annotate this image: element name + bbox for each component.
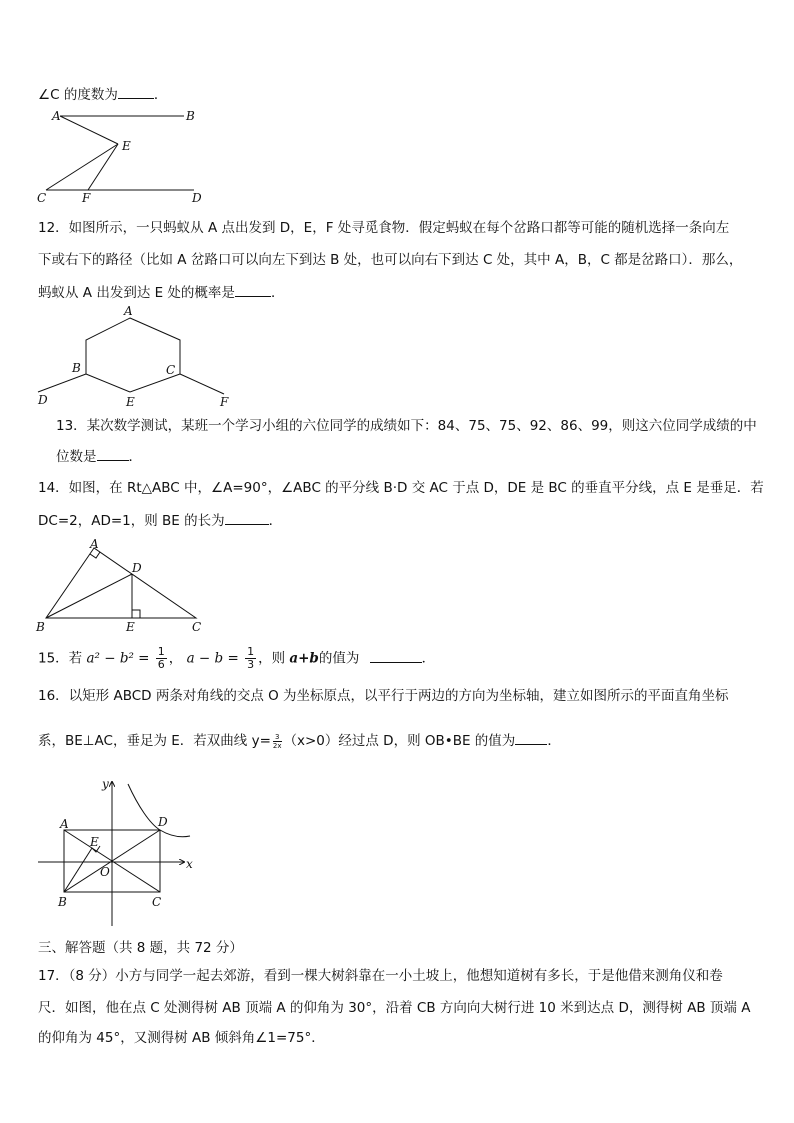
- label-a: A: [124, 306, 133, 318]
- q17-line-1: 17．（8 分）小方与同学一起去郊游，看到一棵大树斜靠在一小土坡上，他想知道树有多长，于是他借来测角仪和卷: [38, 968, 723, 984]
- label-c: C: [192, 620, 202, 634]
- line-be: [64, 848, 92, 892]
- q13-text: 位数是: [56, 449, 97, 465]
- q11-line: [38, 84, 167, 105]
- label-c: C: [166, 363, 176, 377]
- label-b: B: [58, 895, 67, 909]
- label-d: D: [38, 393, 48, 407]
- label-c: C: [152, 895, 162, 909]
- label-x: x: [186, 857, 193, 871]
- label-c: C: [37, 191, 47, 205]
- right-angle-a: [90, 552, 100, 558]
- q16-line-1: 16．以矩形 ABCD 两条对角线的交点 O 为坐标原点，以平行于两边的方向为坐标轴，建立如图所示的平面直角坐标: [38, 688, 729, 704]
- right-angle-e: [132, 610, 140, 618]
- expr-a2-b2: a² − b² =: [86, 650, 150, 667]
- period: ．: [547, 733, 561, 749]
- period: ．: [421, 650, 436, 667]
- figure-q16: [34, 776, 204, 930]
- label-f: F: [82, 191, 91, 205]
- expr-a-plus-b: a+b: [289, 650, 319, 667]
- figure-q11: [34, 106, 206, 208]
- q12-line-3: [38, 282, 284, 303]
- q14-line-1: 14．如图，在 Rt△ABC 中，∠A=90°，∠ABC 的平分线 B·D 交 AC 于点 D，DE 是 BC 的垂直平分线，点 E 是垂足．若: [38, 480, 764, 496]
- answer-blank: [370, 648, 422, 663]
- hexagon: [86, 318, 180, 392]
- q14-text: DC=2，AD=1，则 BE 的长为: [38, 513, 225, 529]
- triangle-abc: [46, 548, 196, 618]
- label-a: A: [52, 109, 61, 123]
- label-y: y: [102, 777, 109, 791]
- label-a: A: [60, 817, 69, 831]
- line-ae: [60, 116, 118, 144]
- label-b: B: [72, 361, 81, 375]
- q13-line-2: [56, 446, 142, 467]
- q17-line-3: 的仰角为 45°，又测得树 AB 倾斜角∠1=75°．: [38, 1030, 325, 1046]
- label-d: D: [132, 561, 142, 575]
- period: ．: [128, 449, 142, 465]
- line-bd: [46, 574, 132, 618]
- label-o: O: [100, 865, 110, 879]
- line-bd: [38, 374, 86, 392]
- q12-line-1: 12．如图所示，一只蚂蚁从 A 点出发到 D，E，F 处寻觅食物．假定蚂蚁在每个岔路口都等可能的随机选择一条向左: [38, 220, 730, 236]
- label-d: D: [192, 191, 202, 205]
- label-f: F: [220, 395, 229, 409]
- fraction-one-third: $\frac{1}{3}$: [247, 645, 255, 671]
- q13-line-1: 13．某次数学测试，某班一个学习小组的六位同学的成绩如下：84、75、75、92、86、99，则这六位同学成绩的中: [56, 418, 757, 434]
- answer-blank: [225, 510, 269, 525]
- q16-text-2: （x>0）经过点 D，则 OB•BE 的值为: [283, 733, 516, 749]
- period: ．: [268, 513, 283, 529]
- q16-line-2: [38, 730, 561, 751]
- answer-blank: [235, 282, 271, 297]
- line-ef: [88, 144, 118, 190]
- label-d: D: [158, 815, 168, 829]
- q16-text: 系，BE⊥AC，垂足为 E．若双曲线 y=: [38, 733, 271, 749]
- label-e: E: [126, 395, 135, 409]
- label-e: E: [126, 620, 135, 634]
- label-a: A: [90, 538, 99, 551]
- period: ．: [270, 285, 285, 301]
- answer-blank: [118, 84, 154, 99]
- q12-line-2: 下或右下的路径（比如 A 岔路口可以向左下到达 B 处，也可以向右下到达 C 处，其中 A，B，C 都是岔路口）．那么，: [38, 252, 743, 268]
- fraction-3-over-2x: $\frac{3}{2x}$: [272, 732, 282, 750]
- q11-text: ∠C 的度数为: [38, 87, 118, 103]
- label-b: B: [36, 620, 45, 634]
- answer-blank: [97, 446, 129, 461]
- line-cf: [180, 374, 224, 394]
- figure-q14: [34, 538, 206, 634]
- expr-a-minus-b: a − b =: [186, 650, 239, 667]
- fraction-one-sixth: $\frac{1}{6}$: [157, 645, 165, 671]
- q14-line-2: [38, 510, 282, 531]
- section-heading: 三、解答题（共 8 题，共 72 分）: [38, 940, 243, 956]
- label-e: E: [90, 835, 99, 849]
- label-e: E: [122, 139, 131, 153]
- line-ec: [46, 144, 118, 190]
- figure-q12: [34, 306, 234, 410]
- q15-line: 15．若 a² − b² = $\frac{1}{6}$ ， a − b = $\frac{1}{3}$ ，则 a+b的值为 ．: [38, 645, 436, 671]
- label-b: B: [186, 109, 195, 123]
- period: ．: [153, 87, 168, 103]
- q12-text: 蚂蚁从 A 出发到达 E 处的概率是: [38, 285, 235, 301]
- answer-blank: [515, 730, 547, 745]
- q17-line-2: 尺．如图，他在点 C 处测得树 AB 顶端 A 的仰角为 30°，沿着 CB 方向向大树行进 10 米到达点 D，测得树 AB 顶端 A: [38, 1000, 751, 1016]
- q15-prefix: 15．若: [38, 650, 83, 667]
